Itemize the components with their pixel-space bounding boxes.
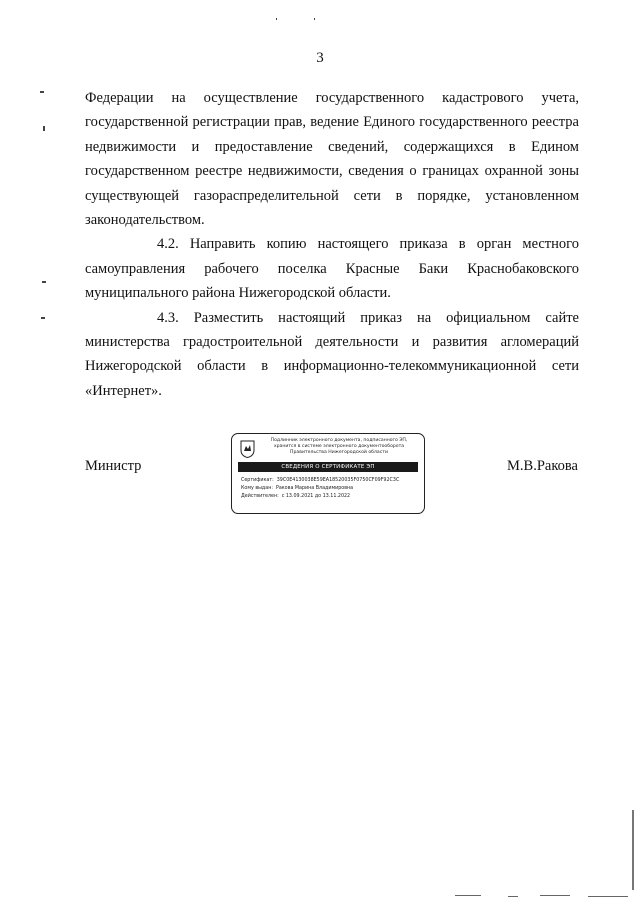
scan-artifact [41, 317, 45, 319]
paragraph-4-3: 4.3. Разместить настоящий приказ на официальном сайте министерства градостроительной деятельности и развития агломераций Нижегородской области в информационно-телекоммуникационной сети «Интернет». [85, 309, 579, 399]
stamp-header-line: Правительства Нижегородской области [290, 449, 388, 455]
stamp-header [258, 438, 420, 455]
signatory-name: М.В.Ракова [507, 458, 578, 474]
stamp-title: СВЕДЕНИЯ О СЕРТИФИКАТЕ ЭП [238, 462, 418, 472]
scan-artifact [314, 18, 315, 20]
scan-artifact [632, 810, 634, 890]
scan-artifact [40, 91, 44, 93]
stamp-details [241, 477, 399, 502]
scan-artifact [43, 126, 45, 131]
document-body [85, 86, 579, 403]
owner-label: Кому выдан: [241, 486, 273, 492]
scan-artifact [508, 896, 518, 897]
validity-label: Действителен: [241, 494, 279, 500]
stamp-header-line: хранится в системе электронного документооборота [273, 443, 405, 449]
scan-artifact [455, 895, 481, 896]
scan-artifact [588, 896, 628, 897]
paragraph-4-2: 4.2. Направить копию настоящего приказа в орган местного самоуправления рабочего поселка Красные Баки Краснобаковского муниципального района Нижегородской области. [85, 236, 579, 302]
coat-of-arms-icon [240, 440, 255, 458]
scan-artifact [276, 18, 277, 20]
scan-artifact [540, 895, 570, 896]
page-number: 3 [316, 50, 324, 66]
electronic-signature-stamp [231, 433, 425, 514]
certificate-label: Сертификат: [241, 478, 274, 483]
certificate-row [241, 477, 399, 485]
scan-artifact [42, 281, 46, 283]
stamp-header-line: Подлинник электронного документа, подписанного ЭП, [270, 438, 408, 443]
certificate-value: 39C0E4130038E59EA18520035F0750CF09F92C3C [276, 478, 400, 483]
signatory-position: Министр [85, 458, 142, 474]
owner-value: Ракова Марина Владимировна [275, 486, 354, 492]
paragraph-continuation: Федерации на осуществление государственного кадастрового учета, государственной регистрации прав, ведение Единого государственного реестра недвижимости и предоставление сведений, содержащихся в Едином государственном реестре недвижимости, сведения о границах охранной зоны существующей газораспределительной сети в порядке, установленном законодательством. [85, 90, 579, 229]
owner-row [241, 485, 399, 493]
validity-row [241, 493, 399, 501]
validity-value: с 13.09.2021 до 13.11.2022 [281, 494, 351, 500]
